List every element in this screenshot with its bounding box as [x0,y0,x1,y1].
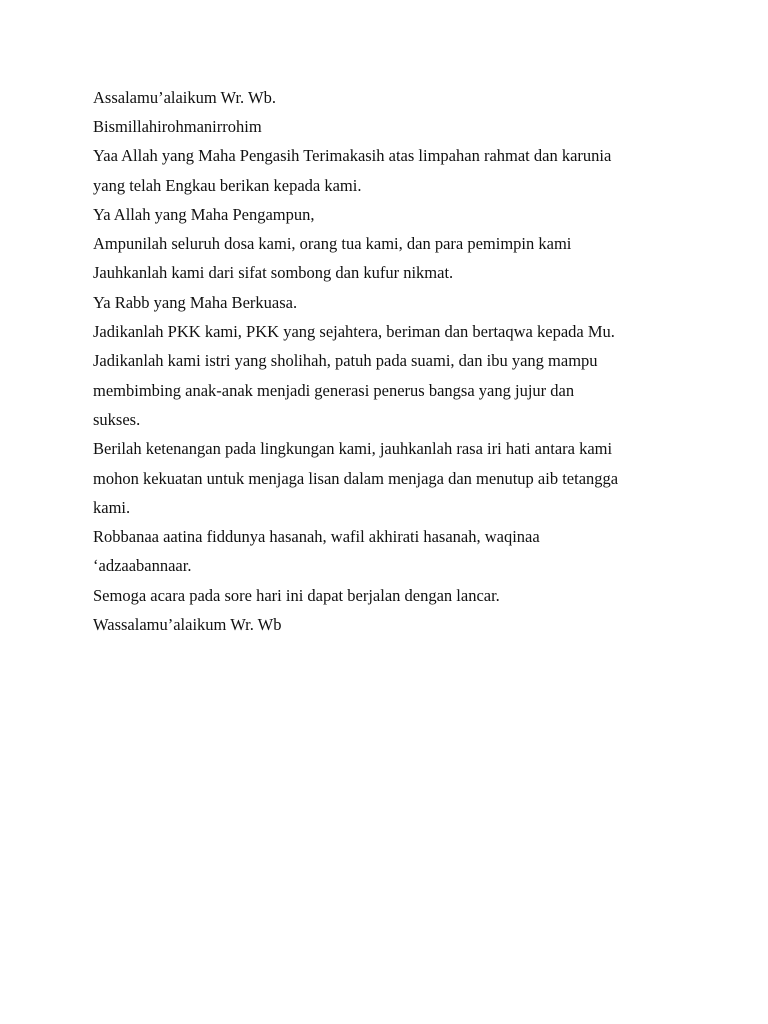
prayer-line: Jauhkanlah kami dari sifat sombong dan kufur nikmat. [93,263,454,283]
greeting-opening: Assalamu’alaikum Wr. Wb. [93,88,276,107]
prayer-line: Semoga acara pada sore hari ini dapat berjalan dengan lancar. [93,585,500,605]
document-body [93,84,683,639]
prayer-line: Yaa Allah yang Maha Pengasih Terimakasih atas limpahan rahmat dan karunia [93,146,612,166]
prayer-line: kami. [93,497,131,517]
prayer-line: Jadikanlah kami istri yang sholihah, patuh pada suami, dan ibu yang mampu [93,351,598,371]
prayer-line: mohon kekuatan untuk menjaga lisan dalam menjaga dan menutup aib tetangga [93,468,619,488]
prayer-line: Ya Rabb yang Maha Berkuasa. [93,292,298,312]
basmalah-line: Bismillahirohmanirrohim [93,117,262,136]
prayer-line: Robbanaa aatina fiddunya hasanah, wafil akhirati hasanah, waqinaa [93,527,540,547]
prayer-line: Jadikanlah PKK kami, PKK yang sejahtera, beriman dan bertaqwa kepada Mu. [93,322,615,342]
prayer-line: sukses. [93,409,141,429]
prayer-line: Ampunilah seluruh dosa kami, orang tua kami, dan para pemimpin kami [93,234,572,254]
greeting-closing: Wassalamu’alaikum Wr. Wb [93,615,282,635]
prayer-line: Berilah ketenangan pada lingkungan kami, jauhkanlah rasa iri hati antara kami [93,439,613,459]
prayer-line: ‘adzaabannaar. [93,556,192,576]
prayer-line: membimbing anak-anak menjadi generasi penerus bangsa yang jujur dan [93,380,575,400]
prayer-line: Ya Allah yang Maha Pengampun, [93,204,315,224]
prayer-line: yang telah Engkau berikan kepada kami. [93,175,362,195]
